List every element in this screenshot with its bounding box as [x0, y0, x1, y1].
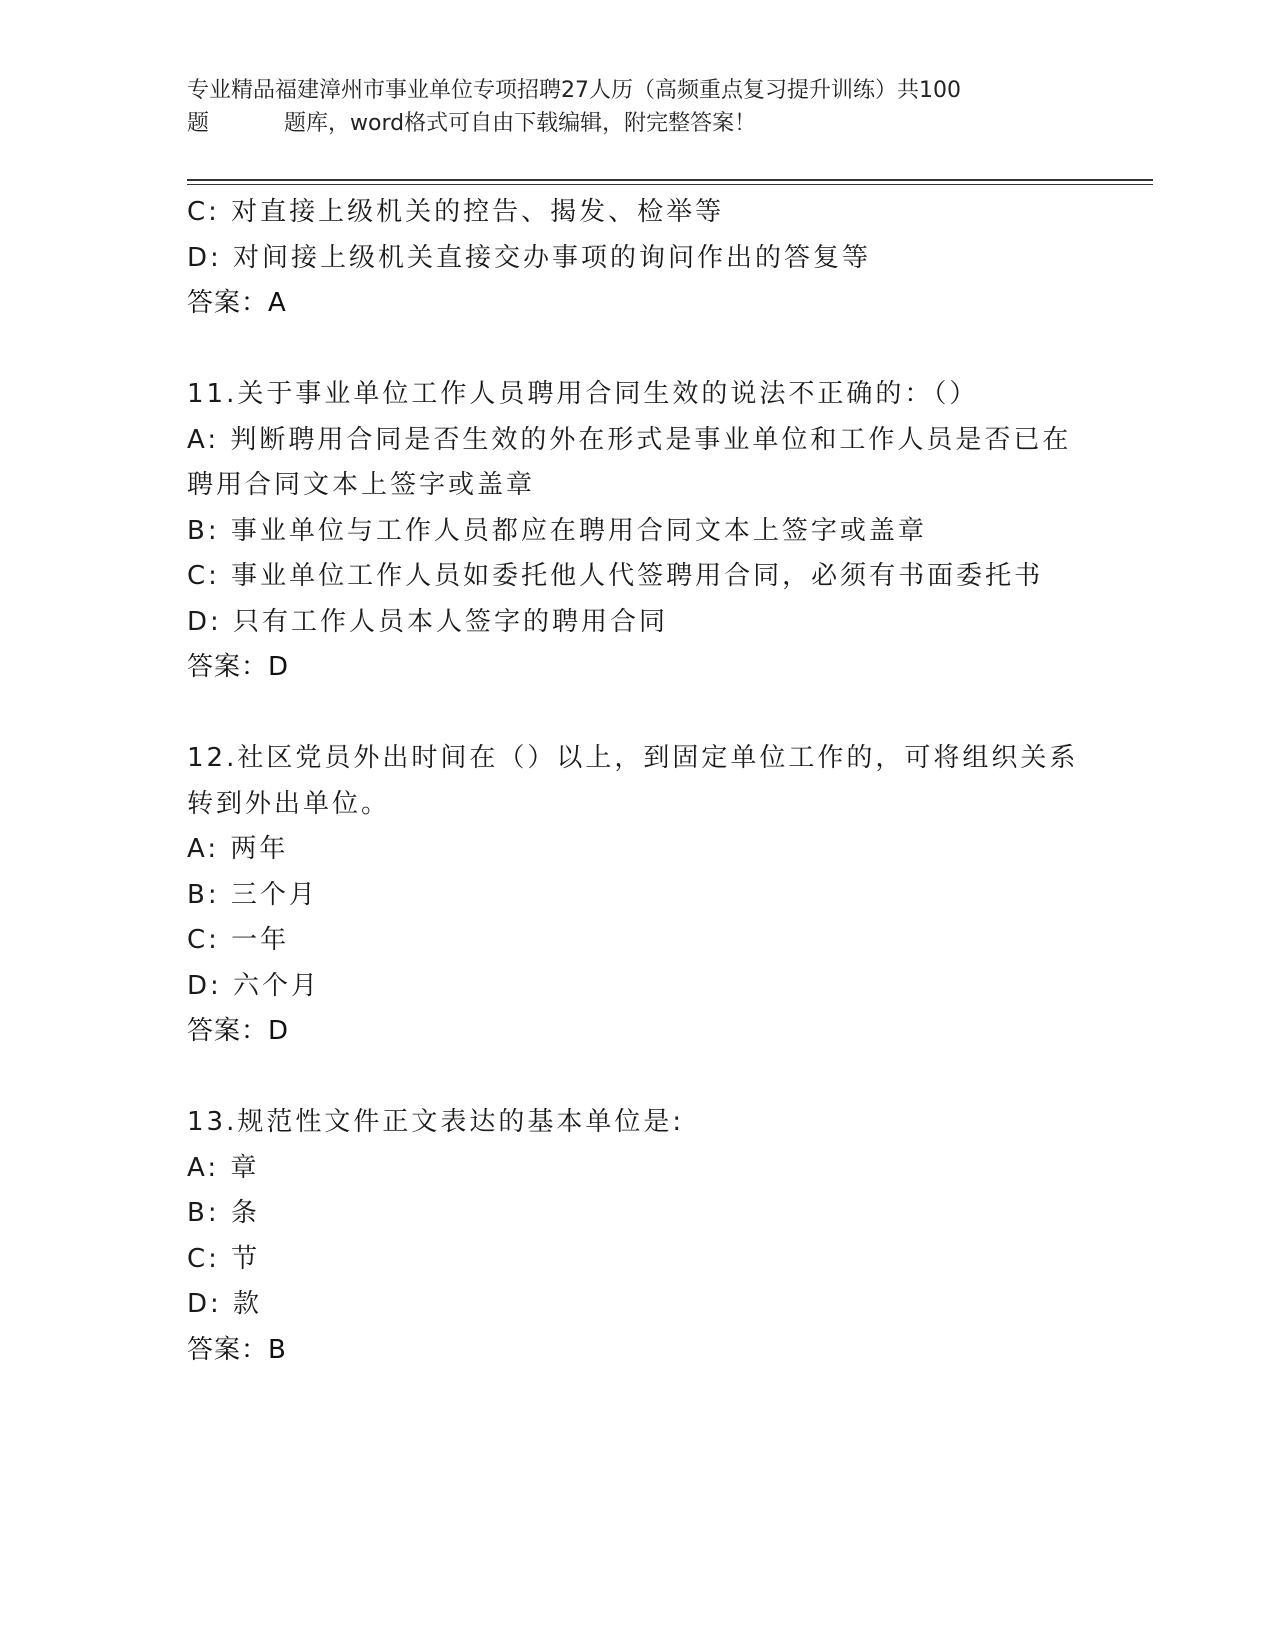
- document-body: [187, 190, 1087, 1373]
- header-title-line2: [187, 107, 1087, 140]
- q11-option-b: B: 事业单位与工作人员都应在聘用合同文本上签字或盖章: [187, 515, 927, 546]
- q11-option-a-line1: A: 判断聘用合同是否生效的外在形式是事业单位和工作人员是否已在: [187, 424, 1072, 455]
- header-line2-rest: 题库，word格式可自由下载编辑，附完整答案！: [284, 111, 757, 136]
- header-divider-thick: [187, 179, 1153, 181]
- q10-option-c: C: 对直接上级机关的控告、揭发、检举等: [187, 197, 725, 227]
- spacer: [187, 327, 1087, 373]
- q12-option-b: B: 三个月: [187, 879, 318, 910]
- q11-option-a-line2: 聘用合同文本上签字或盖章: [187, 470, 536, 500]
- q13-option-b: B: 条: [187, 1198, 260, 1228]
- q12-option-a: A: 两年: [187, 834, 289, 864]
- q12-question-line2: 转到外出单位。: [187, 788, 391, 819]
- header-divider-thin: [187, 184, 1153, 185]
- spacer: [187, 1055, 1087, 1101]
- header-line2-lead: 题: [187, 111, 210, 136]
- q13-option-d: D: 款: [187, 1289, 263, 1319]
- q13-option-a: A: 章: [187, 1152, 260, 1183]
- q12-option-d: D: 六个月: [187, 970, 321, 1001]
- q10-option-d: D: 对间接上级机关直接交办事项的询问作出的答复等: [187, 242, 872, 273]
- q13-answer: 答案：B: [187, 1334, 287, 1365]
- q12-answer: 答案：D: [187, 1016, 290, 1046]
- q11-question: 11.关于事业单位工作人员聘用合同生效的说法不正确的：（）: [187, 379, 979, 409]
- q12-question-line1: 12.社区党员外出时间在（）以上，到固定单位工作的，可将组织关系: [187, 743, 1079, 773]
- header-title-line1: 专业精品福建漳州市事业单位专项招聘27人历（高频重点复习提升训练）共100: [187, 78, 961, 103]
- q12-option-c: C: 一年: [187, 925, 290, 955]
- q11-option-c: C: 事业单位工作人员如委托他人代签聘用合同，必须有书面委托书: [187, 561, 1044, 591]
- q11-answer: 答案：D: [187, 652, 290, 682]
- page-header: [187, 74, 1087, 140]
- q11-option-d: D: 只有工作人员本人签字的聘用合同: [187, 606, 669, 637]
- q13-question: 13.规范性文件正文表达的基本单位是:: [187, 1107, 685, 1137]
- spacer: [187, 691, 1087, 737]
- q10-answer: 答案：A: [187, 288, 287, 318]
- q13-option-c: C: 节: [187, 1243, 261, 1274]
